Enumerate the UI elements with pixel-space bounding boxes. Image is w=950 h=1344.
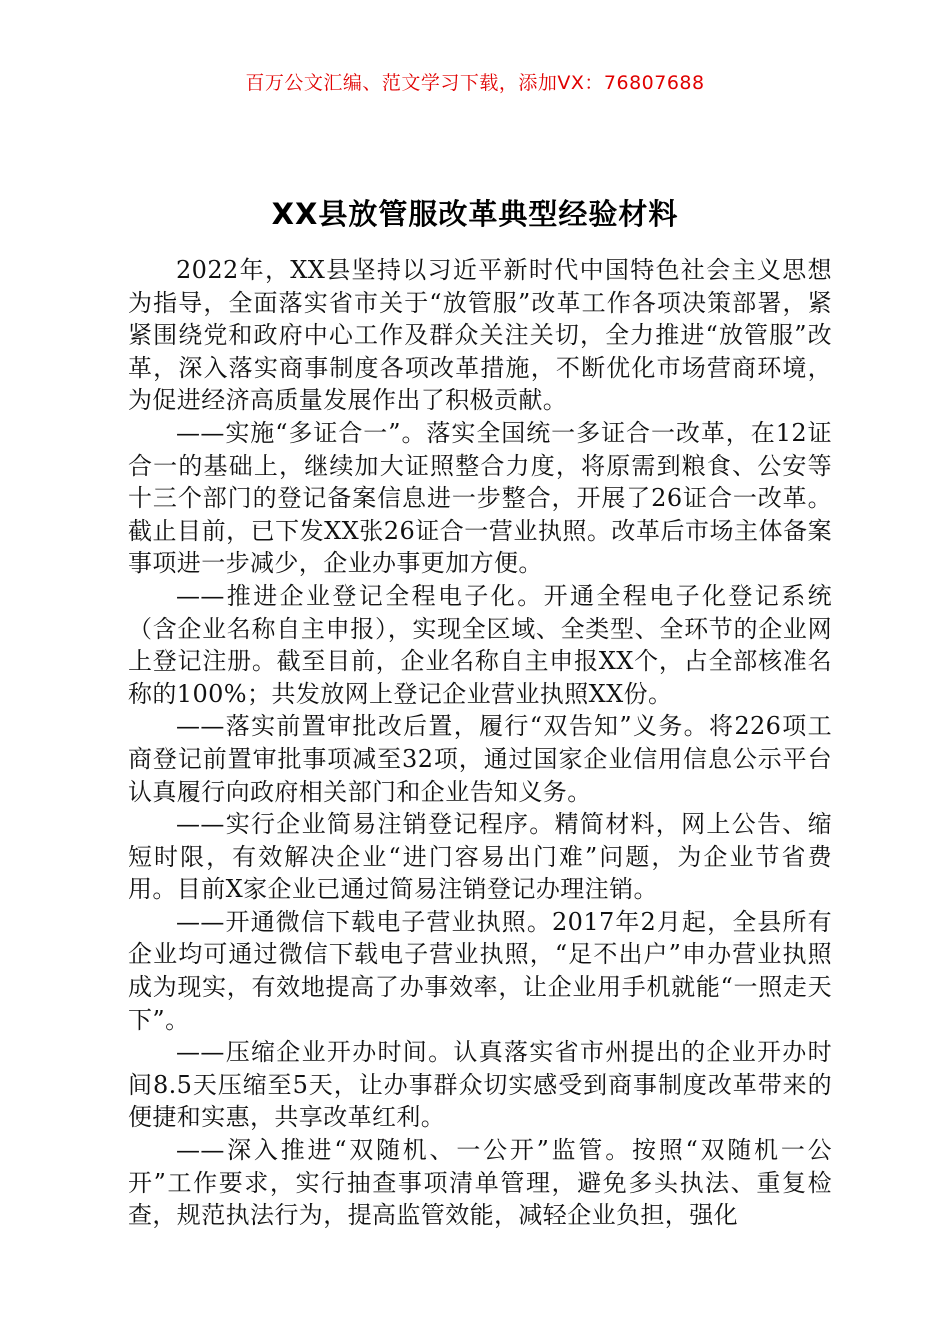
header-watermark-note: 百万公文汇编、范文学习下载，添加VX：76807688	[245, 72, 705, 94]
paragraph-intro: 2022年，XX县坚持以习近平新时代中国特色社会主义思想为指导，全面落实省市关于“放管服”改革工作各项决策部署，紧紧围绕党和政府中心工作及群众关注关切，全力推进“放管服”改革，深入落实商事制度各项改革措施，不断优化市场营商环境，为促进经济高质量发展作出了积极贡献。	[128, 256, 832, 415]
paragraph-multi-certificate: ——实施“多证合一”。落实全国统一多证合一改革，在12证合一的基础上，继续加大证照整合力度，将原需到粮食、公安等十三个部门的登记备案信息进一步整合，开展了26证合一改革。截止目前，已下发XX张26证合一营业执照。改革后市场主体备案事项进一步减少，企业办事更加方便。	[128, 418, 832, 578]
paragraph-startup-time: ——压缩企业开办时间。认真落实省市州提出的企业开办时间8.5天压缩至5天，让办事群众切实感受到商事制度改革带来的便捷和实惠，共享改革红利。	[128, 1038, 832, 1132]
document-body	[128, 254, 832, 1232]
paragraph-simple-deregistration: ——实行企业简易注销登记程序。精简材料，网上公告、缩短时限，有效解决企业“进门容易出门难”问题，为企业节省费用。目前X家企业已通过简易注销登记办理注销。	[128, 810, 832, 904]
paragraph-double-random: ——深入推进“双随机、一公开”监管。按照“双随机一公开”工作要求，实行抽查事项清单管理，避免多头执法、重复检查，规范执法行为，提高监管效能，减轻企业负担，强化	[128, 1136, 832, 1230]
paragraph-e-registration: ——推进企业登记全程电子化。开通全程电子化登记系统（含企业名称自主申报），实现全区域、全类型、全环节的企业网上登记注册。截至目前，企业名称自主申报XX个，占全部核准名称的100%；共发放网上登记企业营业执照XX份。	[128, 581, 832, 708]
document-title: XX县放管服改革典型经验材料	[271, 197, 679, 231]
paragraph-approval-postpone: ——落实前置审批改后置，履行“双告知”义务。将226项工商登记前置审批事项减至32项，通过国家企业信用信息公示平台认真履行向政府相关部门和企业告知义务。	[128, 712, 832, 806]
paragraph-wechat-license: ——开通微信下载电子营业执照。2017年2月起，全县所有企业均可通过微信下载电子营业执照，“足不出户”申办营业执照成为现实，有效地提高了办事效率，让企业用手机就能“一照走天下”。	[128, 907, 832, 1034]
